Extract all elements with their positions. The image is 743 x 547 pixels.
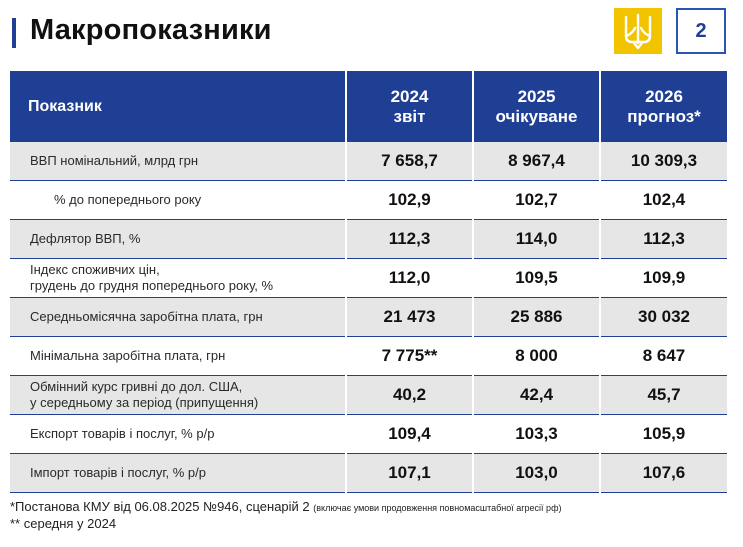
cell-2026: 107,6 [600, 454, 727, 493]
page-title: Макропоказники [30, 14, 272, 46]
cell-2026: 105,9 [600, 415, 727, 454]
cell-2025: 25 886 [473, 298, 600, 337]
cell-2024: 40,2 [346, 376, 473, 415]
table-row [10, 337, 727, 376]
table-row [10, 376, 727, 415]
table-row [10, 298, 727, 337]
header-2026 [600, 71, 727, 142]
cell-2026: 102,4 [600, 181, 727, 220]
header-2024 [346, 71, 473, 142]
header-2025-year: 2025 [517, 86, 556, 106]
table-row [10, 415, 727, 454]
cell-2026: 109,9 [600, 259, 727, 298]
cell-2025: 8 967,4 [473, 142, 600, 181]
cell-2024: 7 775** [346, 337, 473, 376]
cell-2024: 21 473 [346, 298, 473, 337]
cell-2026: 45,7 [600, 376, 727, 415]
row-label [10, 259, 346, 298]
table-row [10, 259, 727, 298]
footnote-1-small: (включає умови продовження повномасштабної агресії рф) [313, 503, 562, 513]
footnote-1-main: *Постанова КМУ від 06.08.2025 №946, сценарій 2 [10, 499, 310, 514]
row-label-line2: у середньому за період (припущення) [30, 395, 259, 410]
row-label: Дефлятор ВВП, % [10, 220, 346, 259]
title-accent-bar [12, 18, 16, 48]
cell-2025: 103,3 [473, 415, 600, 454]
cell-2024: 107,1 [346, 454, 473, 493]
header-2024-year: 2024 [390, 86, 429, 106]
row-label: % до попереднього року [10, 181, 346, 220]
row-label: Експорт товарів і послуг, % р/р [10, 415, 346, 454]
table-header-row [10, 71, 727, 142]
table-row [10, 142, 727, 181]
row-label: Імпорт товарів і послуг, % р/р [10, 454, 346, 493]
cell-2024: 7 658,7 [346, 142, 473, 181]
cell-2026: 112,3 [600, 220, 727, 259]
row-label-line1: Індекс споживчих цін, [30, 262, 160, 277]
cell-2024: 112,3 [346, 220, 473, 259]
row-label [10, 376, 346, 415]
cell-2026: 30 032 [600, 298, 727, 337]
row-label: Мінімальна заробітна плата, грн [10, 337, 346, 376]
row-label: Середньомісячна заробітна плата, грн [10, 298, 346, 337]
cell-2025: 114,0 [473, 220, 600, 259]
trident-icon [614, 8, 662, 54]
header-2025 [473, 71, 600, 142]
header-indicator: Показник [10, 71, 346, 142]
cell-2026: 8 647 [600, 337, 727, 376]
header-2026-year: 2026 [645, 86, 683, 106]
page-number: 2 [676, 8, 726, 54]
cell-2025: 109,5 [473, 259, 600, 298]
cell-2026: 10 309,3 [600, 142, 727, 181]
row-label: ВВП номінальний, млрд грн [10, 142, 346, 181]
header-2025-note: очікуване [495, 106, 578, 126]
cell-2025: 102,7 [473, 181, 600, 220]
footnotes [10, 499, 561, 532]
macro-indicators-table [10, 71, 727, 493]
cell-2025: 103,0 [473, 454, 600, 493]
cell-2024: 112,0 [346, 259, 473, 298]
header-2024-note: звіт [393, 106, 426, 126]
table-row [10, 181, 727, 220]
cell-2025: 8 000 [473, 337, 600, 376]
table-row [10, 220, 727, 259]
row-label-line1: Обмінний курс гривні до дол. США, [30, 379, 243, 394]
cell-2024: 102,9 [346, 181, 473, 220]
row-label-line2: грудень до грудня попереднього року, % [30, 278, 274, 293]
header-2026-note: прогноз* [627, 106, 701, 126]
cell-2025: 42,4 [473, 376, 600, 415]
cell-2024: 109,4 [346, 415, 473, 454]
footnote-1 [10, 499, 561, 516]
table-row [10, 454, 727, 493]
footnote-2: ** середня у 2024 [10, 516, 117, 531]
